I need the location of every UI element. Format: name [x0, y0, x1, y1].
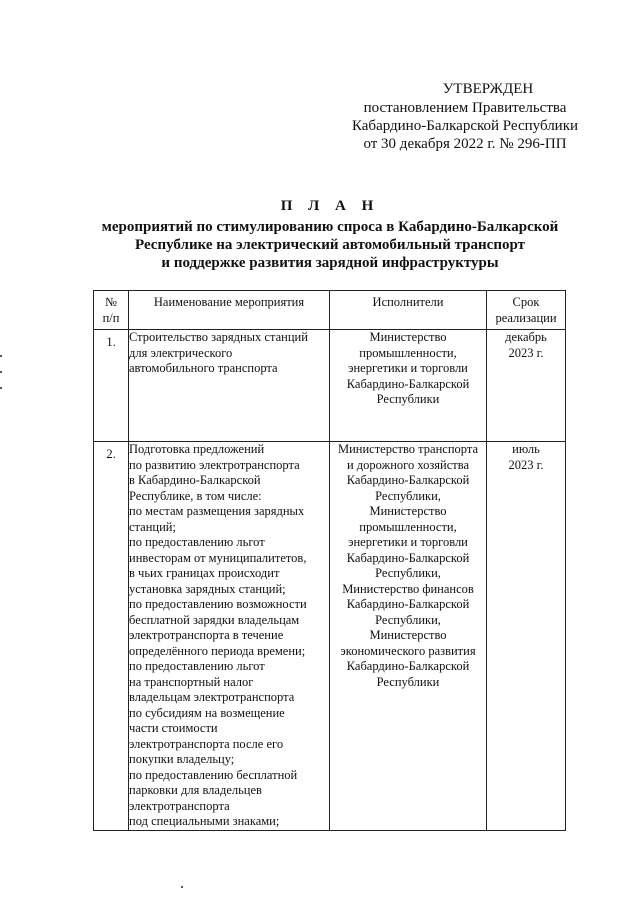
approval-title: УТВЕРЖДЕН: [442, 81, 534, 97]
plan-heading: П Л А Н: [280, 198, 380, 214]
header-num: № п/п: [94, 291, 129, 330]
activity-name: Подготовка предложений по развитию электротранспорта в Кабардино-Балкарской Республике, в том числе: по местам размещения зарядных станций; по предоставлению льгот инвесторам от муниципалитетов, в чьих границах происходит установка зарядных станций; по предоставлению возможности бесплатной зарядки владельцам электротранспорта в течение определённого периода времени; по предоставлению льгот на транспортный налог владельцам электротранспорта по субсидиям на возмещение части стоимости электротранспорта после его покупки владельцу; по предоставлению бесплатной парковки для владельцев электротранспорта под специальными знаками;: [129, 442, 330, 831]
activity-name: Строительство зарядных станций для электрического автомобильного транспорта: [129, 330, 330, 442]
plan-table: [93, 290, 566, 831]
deadline: июль 2023 г.: [487, 442, 566, 831]
deadline: декабрь 2023 г.: [487, 330, 566, 442]
approval-line: от 30 декабря 2022 г. № 296-ПП: [363, 136, 567, 152]
plan-title: [80, 197, 580, 272]
approval-stamp: [340, 80, 590, 153]
executors: Министерство транспорта и дорожного хозяйства Кабардино-Балкарской Республики, Министерство промышленности, энергетики и торговли Кабардино-Балкарской Республики, Министерство финансов Кабардино-Балкарской Республики, Министерство экономического развития Кабардино-Балкарской Республики: [330, 442, 487, 831]
header-name: Наименование мероприятия: [129, 291, 330, 330]
plan-subtitle-line: и поддержке развития зарядной инфраструктуры: [161, 255, 499, 271]
header-deadline: Срок реализации: [487, 291, 566, 330]
header-executors: Исполнители: [330, 291, 487, 330]
row-number: 2.: [94, 442, 129, 831]
margin-marks: [0, 355, 4, 415]
plan-subtitle-line: Республике на электрический автомобильный транспорт: [135, 237, 525, 253]
row-number: 1.: [94, 330, 129, 442]
table-header-row: [94, 291, 566, 330]
scan-speck: [181, 886, 183, 888]
plan-subtitle-line: мероприятий по стимулированию спроса в Кабардино-Балкарской: [101, 219, 559, 235]
approval-line: постановлением Правительства: [363, 100, 567, 116]
executors: Министерство промышленности, энергетики и торговли Кабардино-Балкарской Республики: [330, 330, 487, 442]
table-row: [94, 442, 566, 831]
approval-line: Кабардино-Балкарской Республики: [351, 118, 579, 134]
table-row: [94, 330, 566, 442]
